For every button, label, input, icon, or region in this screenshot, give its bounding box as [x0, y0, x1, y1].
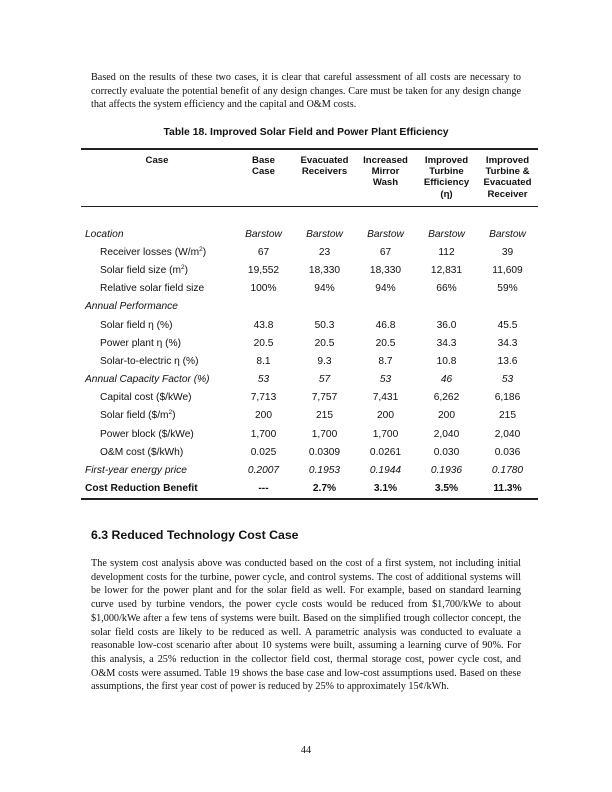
row-label-tail: ) — [202, 246, 207, 258]
row-label-superscript: 2 — [168, 409, 173, 417]
table-cell: 45.5 — [497, 319, 518, 331]
table-cell: 0.0309 — [308, 446, 341, 458]
table-cell: 18,330 — [308, 264, 341, 276]
table-cell: 20.5 — [314, 337, 335, 349]
table-cell: 13.6 — [497, 355, 518, 367]
table-cell: 20.5 — [253, 337, 274, 349]
row-label-text: Relative solar field size — [100, 283, 205, 295]
row-label — [81, 480, 233, 499]
row-label — [81, 443, 233, 461]
column-header — [233, 149, 294, 206]
table-cell: 53 — [501, 374, 514, 386]
section-heading: 6.3 Reduced Technology Cost Case — [91, 528, 299, 542]
table-cell: 11.3% — [477, 480, 538, 499]
row-label — [81, 243, 233, 261]
column-header-line: Turbine & — [485, 166, 530, 178]
table-cell: 3.5% — [416, 480, 477, 499]
intro-paragraph: Based on the results of these two cases, it is clear that careful assessment of all costs are necessary to correctly evaluate the potential benefit of any design changes. Care must be taken for any design change that affects the system efficiency and the capital and O&M costs. — [91, 72, 521, 111]
row-label-text: Power plant η (%) — [100, 337, 181, 349]
efficiency-table — [81, 148, 538, 500]
table-row — [81, 371, 538, 389]
table-header-row — [81, 149, 538, 206]
row-label — [81, 389, 233, 407]
row-label-superscript: 2 — [199, 245, 203, 253]
row-label-text: Solar field size (m — [100, 264, 181, 276]
table-cell: 0.2007 — [247, 465, 280, 477]
table-cell — [416, 298, 477, 316]
column-header — [416, 149, 477, 206]
table-cell: Barstow — [306, 228, 343, 240]
table-cell: 23 — [318, 246, 331, 258]
table-cell: 0.036 — [494, 446, 521, 458]
table-cell: 43.8 — [253, 319, 274, 331]
table-cell: 0.0261 — [369, 446, 402, 458]
column-header-line: Improved — [485, 155, 530, 166]
table-row — [81, 389, 538, 407]
table-cell: 200 — [255, 410, 272, 422]
table-cell: Barstow — [245, 228, 282, 240]
table-row — [81, 316, 538, 334]
table-cell: 34.3 — [497, 337, 518, 349]
row-label — [81, 225, 233, 243]
table-cell: 18,330 — [369, 264, 402, 276]
table-row — [81, 280, 538, 298]
table-cell: 19,552 — [247, 264, 280, 276]
row-label-text: Annual Performance — [85, 301, 178, 313]
row-label-text: First-year energy price — [85, 465, 187, 477]
column-header — [477, 149, 538, 206]
table-cell: 2,040 — [433, 428, 460, 440]
row-label — [81, 425, 233, 443]
table-cell: 94% — [314, 283, 335, 295]
table-cell: 10.8 — [436, 355, 457, 367]
table-cell: 2,040 — [494, 428, 521, 440]
row-label-text: Capital cost ($/kWe) — [100, 392, 192, 404]
table-row — [81, 334, 538, 352]
column-header-line: Mirror — [371, 166, 400, 178]
table-cell: 6,186 — [494, 392, 521, 404]
table-cell: 67 — [379, 246, 392, 258]
row-label-text: Solar field η (%) — [100, 319, 173, 331]
table-cell: 112 — [438, 246, 455, 258]
row-label-superscript: 2 — [180, 263, 185, 271]
table-cell: 215 — [499, 410, 516, 422]
row-label — [81, 352, 233, 370]
row-label-text: Annual Capacity Factor (%) — [85, 374, 210, 386]
column-header-line: Case — [252, 166, 275, 178]
table-cell: 59% — [497, 283, 518, 295]
column-header — [81, 149, 233, 206]
row-label-text: Solar-to-electric η (%) — [100, 355, 199, 367]
column-header — [355, 149, 416, 206]
row-label — [81, 334, 233, 352]
table-body — [81, 206, 538, 499]
column-header-line: Wash — [372, 177, 399, 189]
table-cell: 50.3 — [314, 319, 335, 331]
table-row — [81, 298, 538, 316]
column-header-line: Turbine — [429, 166, 464, 178]
table-title: Table 18. Improved Solar Field and Power Plant Efficiency — [163, 127, 449, 138]
table-row — [81, 243, 538, 261]
table-cell: 1,700 — [250, 428, 277, 440]
table-cell: 6,262 — [433, 392, 460, 404]
table-cell: Barstow — [367, 228, 404, 240]
row-label — [81, 298, 233, 316]
table-cell: 215 — [316, 410, 333, 422]
table-cell: 57 — [318, 374, 331, 386]
row-label — [81, 261, 233, 279]
table-row — [81, 443, 538, 461]
table-cell: 0.1936 — [430, 465, 463, 477]
table-cell: 0.1780 — [491, 465, 524, 477]
column-header-line: Case — [145, 155, 169, 166]
table-row — [81, 407, 538, 425]
table-cell — [477, 298, 538, 316]
table-cell: 0.1953 — [308, 465, 341, 477]
table-cell: 0.025 — [250, 446, 277, 458]
column-header-line: Receivers — [301, 166, 348, 178]
section-paragraph: The system cost analysis above was conducted based on the cost of a first system, not including initial development costs for the turbine, power cycle, and control systems. The cost of additional systems will be lower for the power plant and for the solar field as well. For example, based on standard learning curve used by turbine vendors, the power cycle costs would be reduced from $1,700/kWe to about $1,000/kWe after a few tens of systems were built. Based on the simplified trough collector concept, the solar field costs are likely to be reduced as well. A parametric analysis was conducted to evaluate a reasonable low-cost scenario after about 10 systems were built, assuming a learning curve of 90%. For this analysis, a 25% reduction in the collector field cost, thermal storage cost, power cycle cost, and O&M costs were assumed. Table 19 shows the base case and low-cost assumptions used. Based on these assumptions, the first year cost of power is reduced by 25% to approximately 15¢/kWh. — [91, 558, 521, 693]
row-label-text: Solar field ($/m — [100, 410, 169, 422]
row-label-text: Power block ($/kWe) — [100, 428, 194, 440]
table-row — [81, 225, 538, 243]
table-cell: 36.0 — [436, 319, 457, 331]
table-cell: 34.3 — [436, 337, 457, 349]
table-cell: 46.8 — [375, 319, 396, 331]
row-label — [81, 280, 233, 298]
row-label — [81, 407, 233, 425]
table-cell: 100% — [250, 283, 277, 295]
table-cell: 200 — [438, 410, 455, 422]
row-label-text: Receiver losses (W/m — [100, 246, 200, 258]
table-cell: Barstow — [428, 228, 465, 240]
column-header-line: Base — [252, 155, 275, 166]
table-cell: 66% — [436, 283, 457, 295]
table-row — [81, 461, 538, 479]
row-label-tail: ) — [184, 264, 188, 276]
page-number: 44 — [300, 745, 312, 756]
column-header-line: Evacuated — [483, 177, 532, 189]
row-label — [81, 371, 233, 389]
table-cell: 94% — [375, 283, 396, 295]
table-cell: Barstow — [489, 228, 526, 240]
table-cell: 1,700 — [372, 428, 399, 440]
table-cell: 39 — [501, 246, 514, 258]
table-cell: 67 — [257, 246, 270, 258]
table-cell: 20.5 — [375, 337, 396, 349]
table-cell: 53 — [379, 374, 392, 386]
column-header-line: (η) — [440, 188, 453, 200]
table-cell — [233, 298, 294, 316]
table-cell: 3.1% — [355, 480, 416, 499]
column-header-line: Efficiency — [423, 177, 470, 189]
column-header-line: Increased — [363, 155, 408, 166]
table-cell: 46 — [440, 374, 453, 386]
table-cell — [355, 298, 416, 316]
table-cell: 11,609 — [492, 264, 523, 276]
row-label-text: Cost Reduction Benefit — [85, 483, 198, 495]
table-row — [81, 261, 538, 279]
table-cell: 2.7% — [294, 480, 355, 499]
table-row — [81, 480, 538, 499]
table-cell: 0.030 — [433, 446, 460, 458]
row-label-tail: ) — [172, 410, 176, 422]
table-cell: 200 — [377, 410, 394, 422]
table-cell: 53 — [257, 374, 270, 386]
column-header — [294, 149, 355, 206]
table-cell: 7,431 — [372, 392, 399, 404]
table-cell: 7,757 — [311, 392, 338, 404]
table-cell: 0.1944 — [369, 465, 402, 477]
column-header-line: Improved — [424, 155, 469, 166]
table-cell: 9.3 — [317, 355, 332, 367]
table-cell: 12,831 — [430, 264, 463, 276]
column-header-line: Evacuated — [300, 155, 349, 166]
table-row — [81, 425, 538, 443]
column-header-line: Receiver — [487, 188, 528, 200]
row-label-text: Location — [85, 228, 124, 240]
row-label — [81, 461, 233, 479]
table-cell: 1,700 — [311, 428, 338, 440]
table-cell: --- — [233, 480, 294, 499]
row-label — [81, 316, 233, 334]
table-spacer — [81, 206, 538, 225]
table-cell: 8.1 — [256, 355, 271, 367]
table-cell: 8.7 — [378, 355, 393, 367]
table-cell: 7,713 — [250, 392, 277, 404]
table-row — [81, 352, 538, 370]
row-label-text: O&M cost ($/kWh) — [100, 446, 184, 458]
table-cell — [294, 298, 355, 316]
